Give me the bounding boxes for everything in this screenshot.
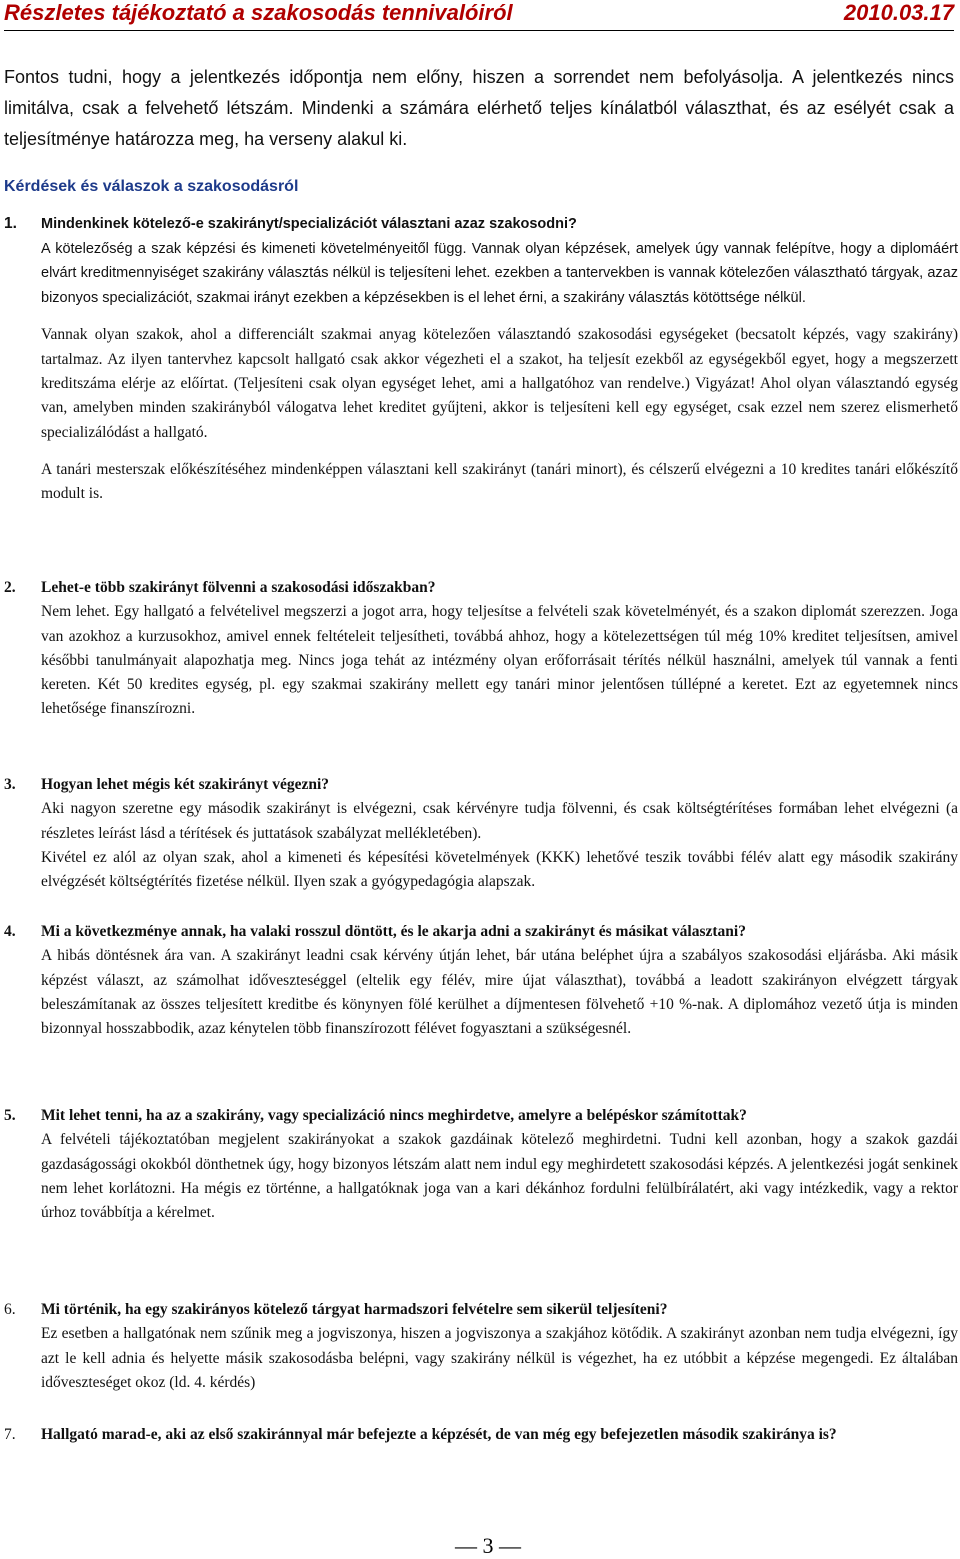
question-3 (4, 773, 958, 894)
section-heading: Kérdések és válaszok a szakosodásról (4, 178, 299, 195)
answer-paragraph: A kötelezőség a szak képzési és kimeneti követelményeitől függ. Vannak olyan képzések, amelyek úgy vannak felépítve, hogy a diplomáért elvárt kreditmennyiséget szakirány választás nélkül is teljesíteni lehet. ezekben a tantervekben is vannak kötelezően választható tárgyak, azaz bizonyos specializációt, szakmai irányt ezekben a képzésekben is el lehet érni, a szakirány választás kötöttsége nélkül. (41, 240, 958, 306)
question-7 (4, 1423, 958, 1447)
question-title: Lehet-e több szakirányt fölvenni a szakosodási időszakban? (41, 579, 436, 596)
intro-paragraph: Fontos tudni, hogy a jelentkezés időpontja nem előny, hiszen a sorrendet nem befolyásolja. A jelentkezés nincs limitálva, csak a felvehető létszám. Mindenki a számára elérhető teljes kínálatból választhat, és az esélyét csak a teljesítménye határozza meg, ha verseny alakul ki. (4, 67, 954, 149)
page-number: — 3 — (455, 1533, 521, 1558)
question-title: Hogyan lehet mégis két szakirányt végezni? (41, 776, 330, 793)
header-date: 2010.03.17 (843, 0, 954, 25)
answer-paragraph: A hibás döntésnek ára van. A szakirányt leadni csak kérvény útján lehet, bár utána beléphet újra a szabályos szakosodási eljárásba. Aki másik képzést választ, az számolhat időveszteséggel (eltelik egy félév, mire újat választhat), továbbá a leadott szakirányon elvégzett tárgyak beleszámítanak az összes teljesített kreditbe és könynyen fölé kerülhet a díjmentesen fölvehető +10 %-nak. A diplomához vezető útja is minden bizonnyal hosszabbodik, azaz kénytelen több finanszírozott félévet fogyasztani a szükségesnél. (41, 947, 958, 1038)
question-number: 4. (4, 923, 16, 940)
answer-paragraph: Ez esetben a hallgatónak nem szűnik meg a jogviszonya, hiszen a jogviszonya a szakjához kötődik. A szakirányt azonban nem tudja elvégezni, így azt le kell adnia és helyette másik szakosodásba belépni, vagy szakirány nélkül is végezhet, ha ez utóbbit a képzése megengedi. Ez általában időveszteséget okoz (ld. 4. kérdés) (41, 1325, 958, 1391)
question-number: 5. (4, 1107, 16, 1124)
page-header (4, 0, 954, 31)
question-1 (4, 212, 958, 506)
question-title: Hallgató marad-e, aki az első szakiránnyal már befejezte a képzését, de van még egy befejezetlen második szakiránya is? (41, 1426, 837, 1443)
answer-paragraph: Nem lehet. Egy hallgató a felvételivel megszerzi a jogot arra, hogy teljesítse a felvételi szak követelményét, és a szakon diplomát szerezzen. Joga van azokhoz a kurzusokhoz, amivel ennek feltételeit teljesítheti, továbbá ahhoz, hogy a kötelezettségen túl még 10% kreditet teljesítsen, amivel későbbi tanulmányait alapozhatja meg. Nincs joga tehát az intézmény olyan erőforrásait térítés nélkül használni, amelyek túl vannak a fenti kereten. Két 50 kredites egység, pl. egy szakmai szakirány mellett egy tanári minor jelentősen túllépné a keretet. Ezt az egyetemnek nincs lehetősége finanszírozni. (41, 603, 958, 718)
question-number: 6. (4, 1301, 16, 1318)
header-title: Részletes tájékoztató a szakosodás tennivalóiról (4, 0, 513, 25)
answer-paragraph: Aki nagyon szeretne egy második szakirányt is elvégezni, csak kérvényre tudja fölvenni, és csak költségtérítéses formában lehet elvégezni (a részletes leírást lásd a térítések és juttatások szabályzat mellékletében). (41, 800, 958, 842)
question-2 (4, 576, 958, 722)
question-number: 1. (4, 215, 17, 232)
question-title: Mi a következménye annak, ha valaki rosszul döntött, és le akarja adni a szakirányt és másikat választani? (41, 923, 746, 940)
question-title: Mi történik, ha egy szakirányos kötelező tárgyat harmadszori felvételre sem sikerül teljesíteni? (41, 1301, 668, 1318)
answer-paragraph: A tanári mesterszak előkészítéséhez mindenképpen választani kell szakirányt (tanári minort), és célszerű elvégezni a 10 kredites tanári előkészítő modult is. (41, 460, 958, 503)
question-5 (4, 1104, 958, 1225)
question-number: 3. (4, 776, 16, 793)
answer-paragraph: A felvételi tájékoztatóban megjelent szakirányokat a szakok gazdáinak kötelező meghirdetni. Tudni kell azonban, hogy a szakok gazdái gazdaságossági okokból dönthetnek úgy, hogy bizonyos létszám alatt nem indul egy meghirdetett szakosodási képzés. A jelentkezési jogát senkinek nem lehet korlátozni. Ha mégis ez történne, a hallgatóknak joga van a kari dékánhoz fordulni felülbírálatért, aki vagy intézkedik, vagy a rektor úrhoz továbbítja a kérelmet. (41, 1131, 958, 1222)
question-title: Mindenkinek kötelező-e szakirányt/specializációt választani azaz szakosodni? (41, 216, 577, 232)
question-number: 7. (4, 1426, 16, 1443)
question-4 (4, 920, 958, 1041)
question-6 (4, 1298, 958, 1395)
question-number: 2. (4, 579, 16, 596)
answer-paragraph: Vannak olyan szakok, ahol a differenciált szakmai anyag kötelezően választandó szakosodási egységeket (becsatolt képzés, vagy szakirány) tartalmaz. Az ilyen tantervhez kapcsolt hallgató csak akkor végezheti el a szakot, ha teljesít ezekből az egységekből egyet, hogy a megszerzett kreditszáma elérje az előírtat. (Teljesíteni csak olyan egységet lehet, ami a hallgatóhoz van rendelve.) Vigyázat! Ahol olyan választandó egység van, amelyben minden szakirányból válogatva lehet kreditet gyűjteni, akkor is teljesíteni kell egy egységet, csak ezzel nem szerez elismerhető specializálódást a hallgató. (41, 326, 958, 441)
answer-paragraph: Kivétel ez alól az olyan szak, ahol a kimeneti és képesítési követelmények (KKK) lehetővé teszik további félév alatt egy második szakirány elvégzését költségtérítés fizetése nélkül. Ilyen szak a gyógypedagógia alapszak. (41, 848, 958, 891)
question-title: Mit lehet tenni, ha az a szakirány, vagy specializáció nincs meghirdetve, amelyre a belépéskor számítottak? (41, 1107, 747, 1124)
